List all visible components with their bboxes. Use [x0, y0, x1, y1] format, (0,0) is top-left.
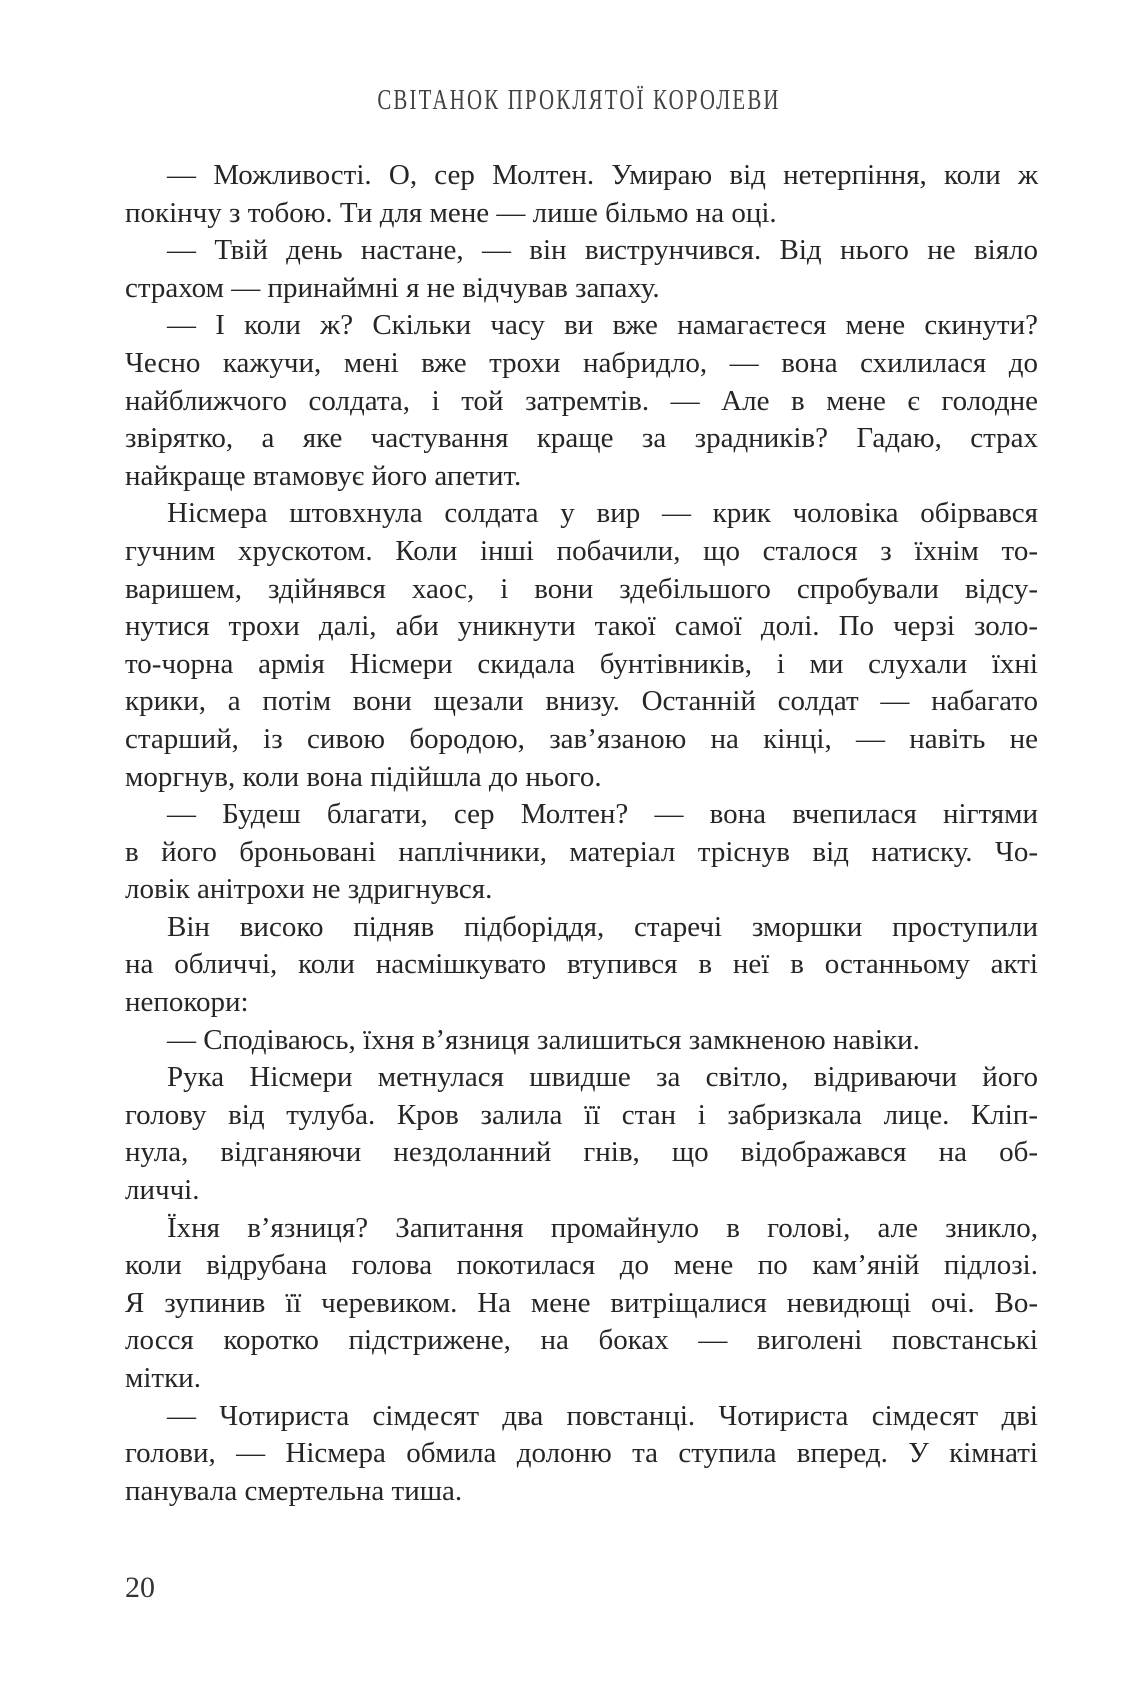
text-line: — Можливості. О, сер Молтен. Умираю від нетерпіння, коли ж [167, 159, 1038, 191]
paragraph [125, 307, 1038, 495]
body-text [125, 157, 1038, 1510]
text-line: страхом — принаймні я не відчував запаху. [125, 271, 660, 304]
text-line: Їхня в’язниця? Запитання промайнуло в голові, але зникло, [167, 1211, 1038, 1244]
text-line: звірятко, а яке частування краще за зрадників? Гадаю, страх [125, 422, 1038, 455]
text-line: крики, а потім вони щезали внизу. Останній солдат — набагато [125, 685, 1038, 718]
paragraph [125, 157, 1038, 232]
text-line: ловік анітрохи не здригнувся. [125, 873, 493, 906]
text-line: покінчу з тобою. Ти для мене — лише більмо на оці. [125, 196, 777, 229]
text-line: Я зупинив її черевиком. На мене витріщалися невидющі очі. Во- [125, 1286, 1038, 1319]
paragraph [125, 232, 1038, 307]
text-line: — Будеш благати, сер Молтен? — вона вчепилася нігтями [167, 798, 1038, 831]
paragraph [125, 1398, 1038, 1511]
text-line: голови, — Нісмера обмила долоню та ступила вперед. У кімнаті [125, 1437, 1038, 1470]
text-line: Нісмера штовхнула солдата у вир — крик чоловіка обірвався [167, 497, 1038, 530]
text-line: лосся коротко підстрижене, на боках — виголені повстанські [125, 1324, 1038, 1357]
text-line: — І коли ж? Скільки часу ви вже намагаєтеся мене скинути? [167, 309, 1038, 342]
text-line: найближчого солдата, і той затремтів. — Але в мене є голодне [125, 384, 1038, 417]
text-line: мітки. [125, 1362, 201, 1394]
paragraph [125, 1059, 1038, 1209]
page-number: 20 [125, 1571, 155, 1604]
text-line: непокори: [125, 986, 249, 1019]
text-line: старший, із сивою бородою, зав’язаною на кінці, — навіть не [125, 722, 1038, 755]
paragraph [125, 909, 1038, 1022]
text-line: — Твій день настане, — він виструнчився. Від нього не віяло [167, 234, 1038, 267]
paragraph [125, 1022, 1038, 1060]
text-line: Рука Нісмери метнулася швидше за світло, відриваючи його [167, 1061, 1038, 1094]
text-line: найкраще втамовує його апетит. [125, 459, 522, 492]
text-line: то-чорна армія Нісмери скидала бунтівників, і ми слухали їхні [125, 647, 1038, 680]
text-line: — Сподіваюсь, їхня в’язниця залишиться замкненою навіки. [167, 1023, 920, 1056]
running-head [168, 83, 990, 117]
text-line: — Чотириста сімдесят два повстанці. Чотириста сімдесят дві [167, 1399, 1038, 1432]
text-line: Чесно кажучи, мені вже трохи набридло, — вона схилилася до [125, 346, 1038, 379]
text-line: голову від тулуба. Кров залила її стан і забризкала лице. Кліп- [125, 1098, 1038, 1131]
paragraph [125, 495, 1038, 796]
text-line: личчі. [125, 1174, 200, 1207]
text-line: на обличчі, коли насмішкувато втупився в неї в останньому акті [125, 948, 1038, 981]
paragraph [125, 796, 1038, 909]
text-line: Він високо підняв підборіддя, старечі зморшки проступили [167, 910, 1038, 943]
running-head-title: СВІТАНОК ПРОКЛЯТОЇ КОРОЛЕВИ [377, 84, 781, 116]
text-line: моргнув, коли вона підійшла до нього. [125, 760, 602, 793]
text-line: коли відрубана голова покотилася до мене по кам’яній підлозі. [125, 1249, 1038, 1282]
text-line: гучним хрускотом. Коли інші побачили, що сталося з їхнім то- [125, 534, 1038, 567]
text-line: в його броньовані наплічники, матеріал тріснув від натиску. Чо- [125, 835, 1038, 868]
paragraph [125, 1210, 1038, 1398]
text-line: нутися трохи далі, аби уникнути такої самої долі. По черзі золо- [125, 610, 1038, 643]
text-line: варишем, здійнявся хаос, і вони здебільшого спробували відсу- [125, 572, 1038, 605]
text-line: нула, відганяючи нездоланний гнів, що відображався на об- [125, 1136, 1038, 1169]
text-line: панувала смертельна тиша. [125, 1474, 463, 1507]
